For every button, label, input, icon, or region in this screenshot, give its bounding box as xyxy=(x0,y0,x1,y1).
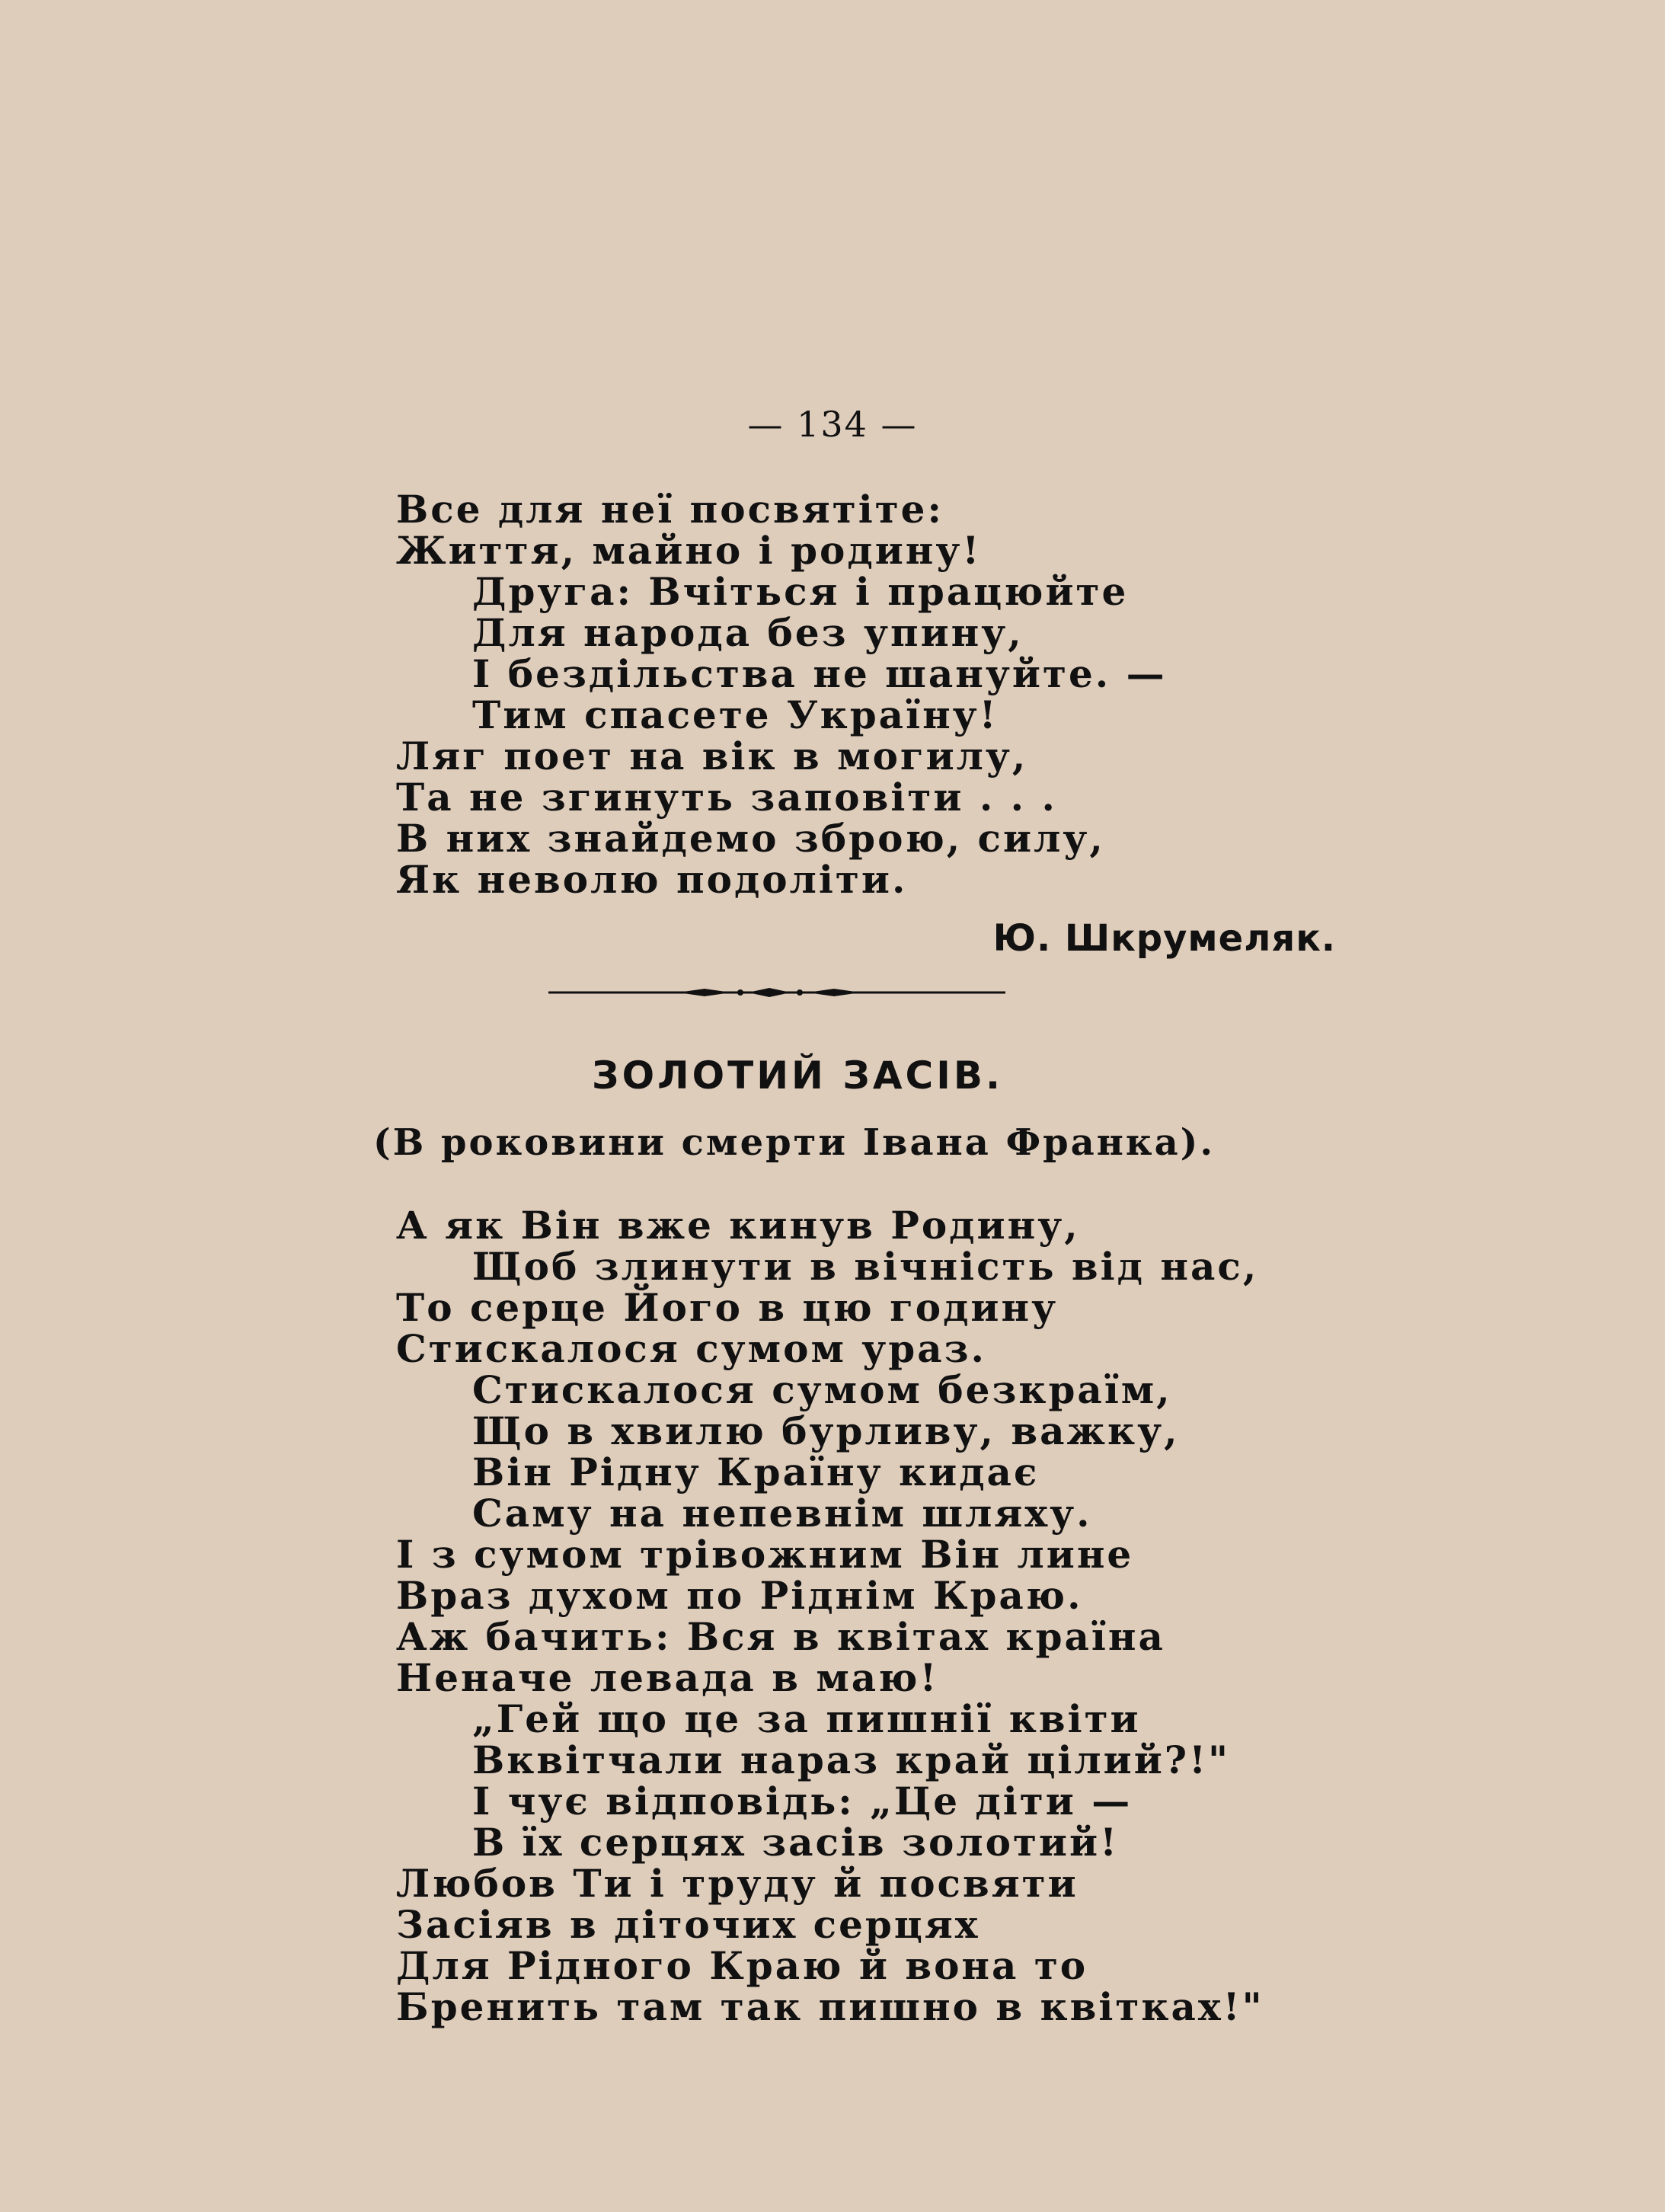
poem-line: Стискалося сумом безкраїм, xyxy=(472,1367,1172,1412)
poem-line: Стискалося сумом ураз. xyxy=(396,1326,986,1371)
poem-subtitle: (В роковини смерти Івана Франка). xyxy=(373,1121,1216,1164)
ornament-divider xyxy=(548,987,1005,998)
poem-line: В їх серцях засів золотий! xyxy=(472,1820,1120,1865)
poem-line: В них знайдемо зброю, силу, xyxy=(396,816,1105,861)
poem-body xyxy=(396,1205,1264,2028)
poem-line: І чує відповідь: „Це діти — xyxy=(472,1779,1133,1824)
poem-line: Засіяв в діточих серцях xyxy=(396,1902,980,1947)
poem-stanza-1 xyxy=(396,489,1167,900)
poem-line: А як Він вже кинув Родину, xyxy=(396,1203,1080,1248)
poem-line: Він Рідну Країну кидає xyxy=(472,1450,1040,1494)
poem-line: Саму на непевнім шляху. xyxy=(472,1491,1092,1536)
poem-line: Тим спасете Україну! xyxy=(472,692,999,737)
poem-line: Враз духом по Ріднім Краю. xyxy=(396,1573,1083,1618)
poem-line: Друга: Вчіться і працюйте xyxy=(472,569,1129,614)
poem-line: Неначе левада в маю! xyxy=(396,1655,939,1700)
poem-line: Аж бачить: Вся в квітах країна xyxy=(396,1614,1165,1659)
poem-line: Вквітчали нараз край цілий?!" xyxy=(472,1737,1231,1782)
poem-line: Та не згинуть заповіти . . . xyxy=(396,775,1057,820)
poem-line: Бренить там так пишно в квітках!" xyxy=(396,1984,1264,2029)
poem-line: Що в хвилю бурливу, важку, xyxy=(472,1408,1180,1453)
poem-title: ЗОЛОТИЙ ЗАСІВ. xyxy=(592,1053,1003,1098)
poem-line: Все для неї посвятіте: xyxy=(396,487,944,532)
poem-line: „Гей що це за пишнії квіти xyxy=(472,1696,1141,1741)
poem-line: Любов Ти і труду й посвяти xyxy=(396,1861,1079,1906)
poem-line: І з сумом трівожним Він лине xyxy=(396,1532,1134,1577)
poem-line: І бездільства не шануйте. — xyxy=(472,651,1167,696)
poem-line: Як неволю подоліти. xyxy=(396,857,908,902)
poem-line: Для Рідного Краю й вона то xyxy=(396,1943,1088,1988)
poem-line: Щоб злинути в вічність від нас, xyxy=(472,1244,1259,1289)
poem-line: Життя, майно і родину! xyxy=(396,528,982,573)
poem-line: То серце Його в цю годину xyxy=(396,1285,1059,1330)
poem-line: Для народа без упину, xyxy=(472,610,1024,655)
author-signature: Ю. Шкрумеляк. xyxy=(992,917,1336,960)
page-number: — 134 — xyxy=(747,404,918,445)
poem-line: Ляг поет на вік в могилу, xyxy=(396,734,1028,778)
